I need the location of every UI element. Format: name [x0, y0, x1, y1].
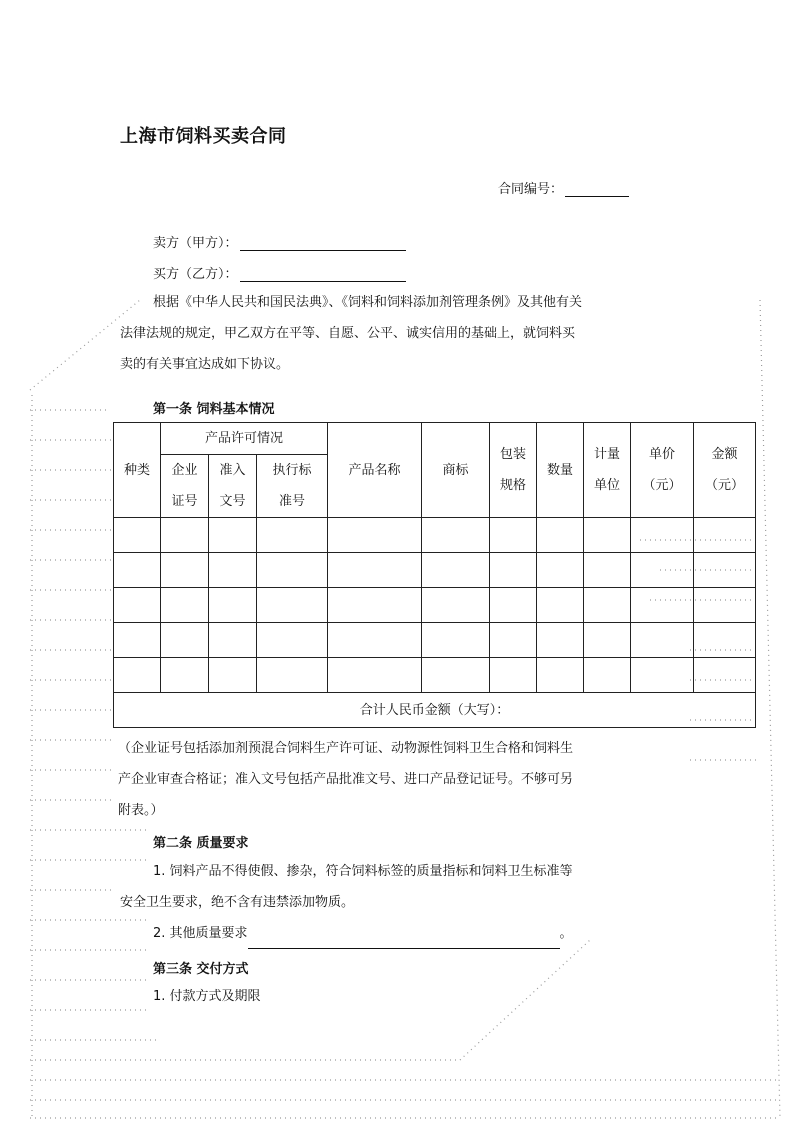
buyer-field: [153, 263, 406, 282]
col-package-spec-header: 包装 规格: [490, 423, 537, 518]
table-note-line-2: 产企业审查合格证；准入文号包括产品批准文号、进口产品登记证号。不够可另: [118, 772, 574, 787]
total-amount-row[interactable]: 合计人民币金额（大写）：: [114, 693, 756, 728]
seller-blank[interactable]: [240, 236, 406, 251]
preamble-line-3: 卖的有关事宜达成如下协议。: [120, 357, 290, 372]
col-amount-header: 金额 （元）: [694, 423, 756, 518]
col-quantity-header: 数量: [537, 423, 584, 518]
quality-item-1-line-1: 1. 饲料产品不得使假、掺杂，符合饲料标签的质量指标和饲料卫生标准等: [153, 864, 573, 879]
contract-number-blank[interactable]: [565, 182, 629, 197]
table-note-line-1: （企业证号包括添加剂预混合饲料生产许可证、动物源性饲料卫生合格和饲料生: [118, 741, 574, 756]
table-row: [114, 623, 756, 658]
delivery-item-1: 1. 付款方式及期限: [153, 989, 261, 1004]
quality-item-2: [153, 918, 573, 949]
table-row: [114, 658, 756, 693]
feed-info-table: [113, 422, 756, 728]
col-standard-no-header: 执行标 准号: [257, 455, 328, 518]
quality-item-2-label: 2. 其他质量要求: [153, 926, 248, 941]
col-approval-no-header: 准入 文号: [209, 455, 257, 518]
preamble-line-2: 法律法规的规定，甲乙双方在平等、自愿、公平、诚实信用的基础上，就饲料买: [120, 326, 576, 341]
col-unit-header: 计量 单位: [584, 423, 631, 518]
quality-item-2-end: 。: [559, 926, 573, 941]
buyer-blank[interactable]: [240, 267, 406, 282]
seller-label: 卖方（甲方）：: [153, 236, 238, 251]
table-row: [114, 588, 756, 623]
article-1-heading: 第一条 饲料基本情况: [153, 402, 275, 417]
seller-field: [153, 232, 406, 251]
contract-number-field: [498, 178, 629, 197]
buyer-label: 买方（乙方）：: [153, 267, 238, 282]
quality-item-1-line-2: 安全卫生要求，绝不含有违禁添加物质。: [120, 895, 355, 910]
col-unit-price-header: 单价 （元）: [631, 423, 694, 518]
col-license-group-header: 产品许可情况: [161, 423, 328, 455]
col-type-header: 种类: [114, 423, 161, 518]
article-2-heading: 第二条 质量要求: [153, 836, 249, 851]
preamble-line-1: 根据《中华人民共和国民法典》、《饲料和饲料添加剂管理条例》及其他有关: [153, 295, 583, 310]
contract-number-label: 合同编号：: [498, 182, 564, 197]
article-3-heading: 第三条 交付方式: [153, 962, 249, 977]
col-enterprise-cert-header: 企业 证号: [161, 455, 209, 518]
table-note-line-3: 附表。）: [118, 803, 164, 818]
table-row: [114, 518, 756, 553]
document-title: 上海市饲料买卖合同: [120, 126, 287, 147]
quality-item-2-blank[interactable]: [248, 934, 560, 949]
col-trademark-header: 商标: [422, 423, 490, 518]
col-product-name-header: 产品名称: [328, 423, 422, 518]
table-row: [114, 553, 756, 588]
